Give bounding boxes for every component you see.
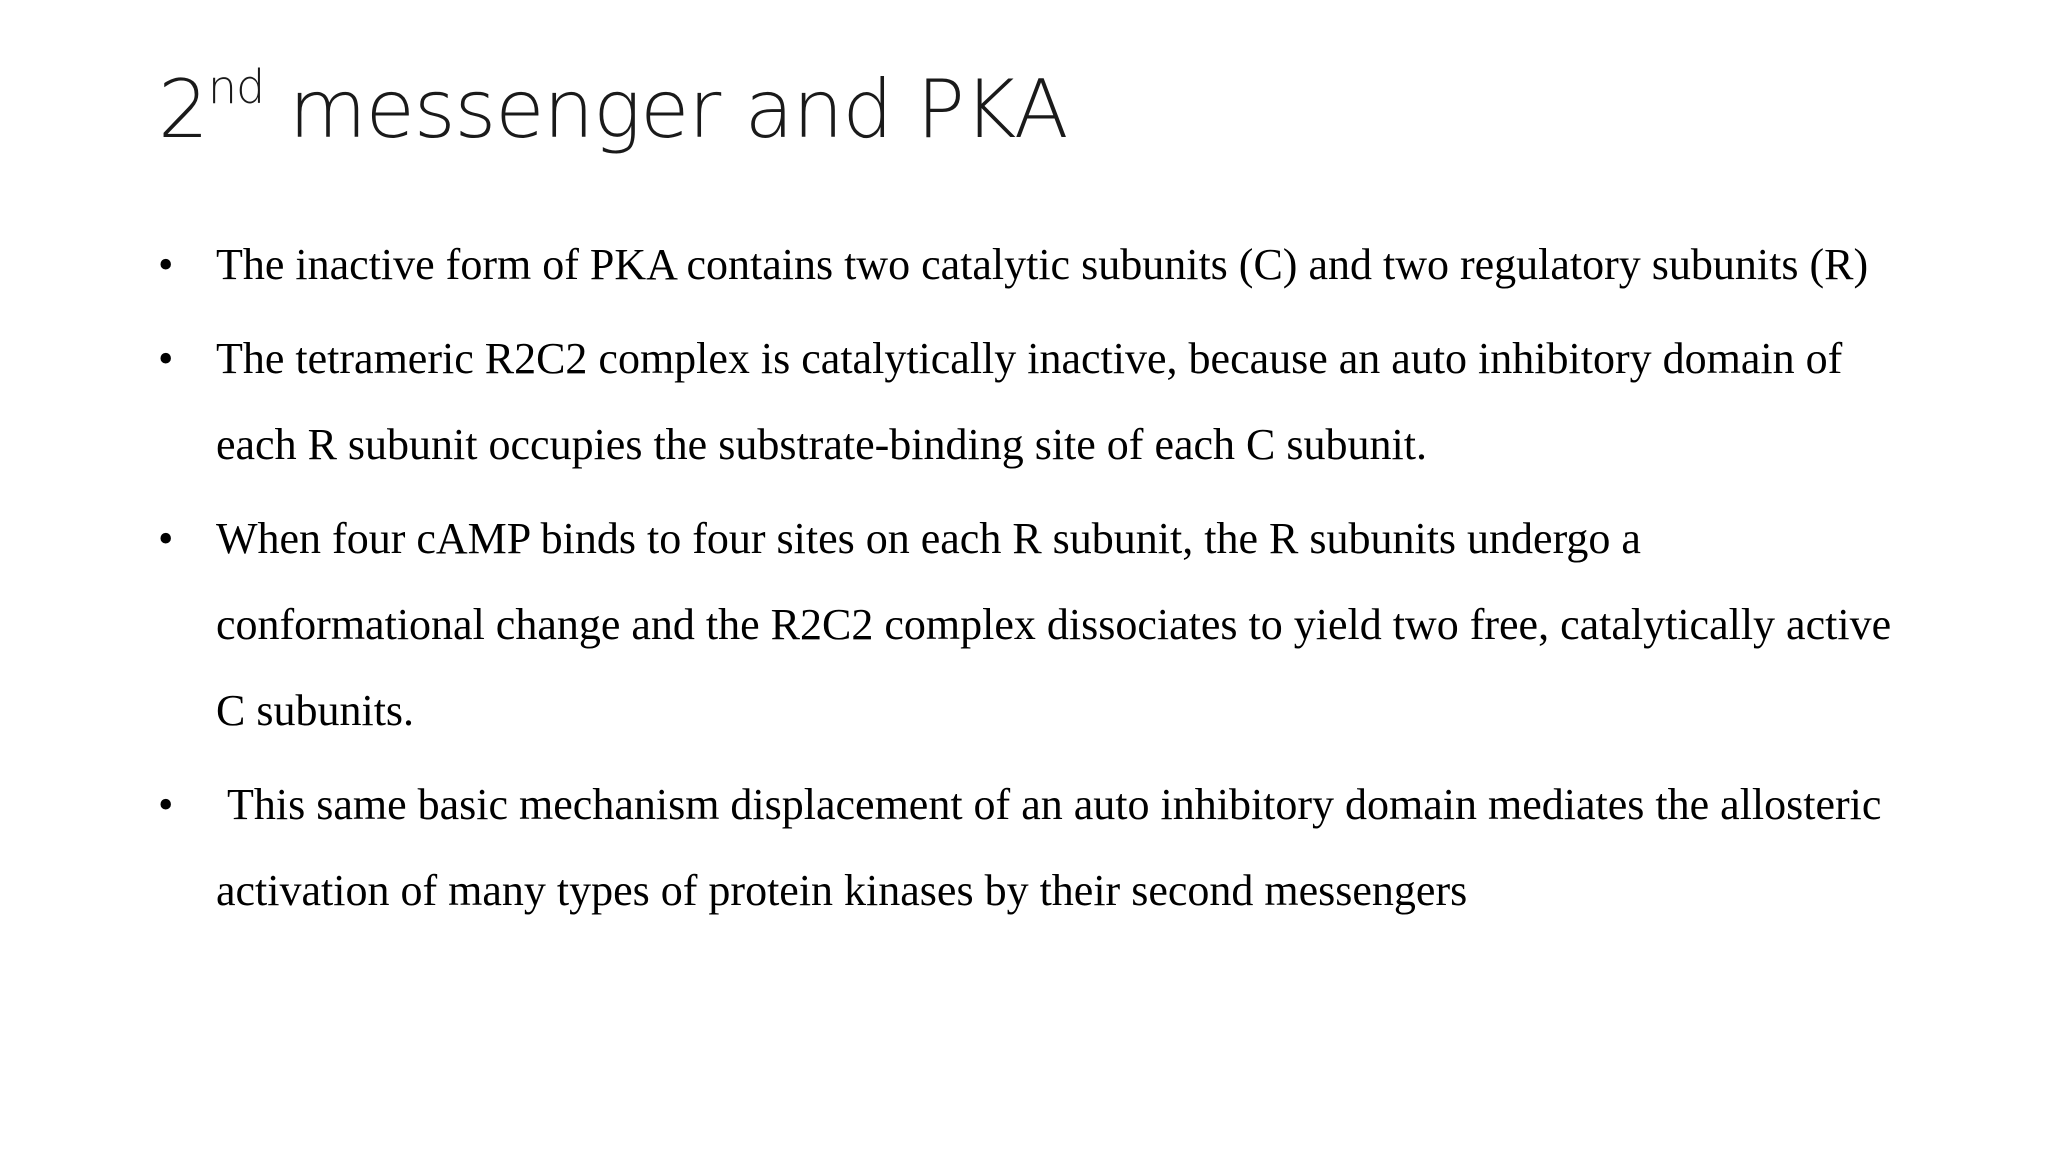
bullet-icon: • [158,240,174,289]
bullet-text: The tetrameric R2C2 complex is catalytically inactive, because an auto inhibitory domain of each R subunit occupies the substrate-binding site of each C subunit. [216,334,1843,469]
title-number: 2 [158,63,208,156]
bullet-text: The inactive form of PKA contains two catalytic subunits (C) and two regulatory subunits (R) [216,240,1869,289]
bullet-text: When four cAMP binds to four sites on each R subunit, the R subunits undergo a conformational change and the R2C2 complex dissociates to yield two free, catalytically active C subunits. [216,514,1892,735]
title-text: messenger and PKA [264,63,1068,156]
bullet-icon: • [158,780,174,829]
bullet-item [158,762,1918,934]
bullet-item [158,496,1918,754]
bullet-icon: • [158,334,174,383]
slide-title [158,62,1068,158]
bullet-item [158,316,1918,488]
title-superscript: nd [207,60,265,114]
bullet-text: This same basic mechanism displacement of an auto inhibitory domain mediates the allosteric activation of many types of protein kinases by their second messengers [216,780,1893,915]
bullet-icon: • [158,514,174,563]
bullet-list [158,222,1918,942]
bullet-item [158,222,1918,308]
